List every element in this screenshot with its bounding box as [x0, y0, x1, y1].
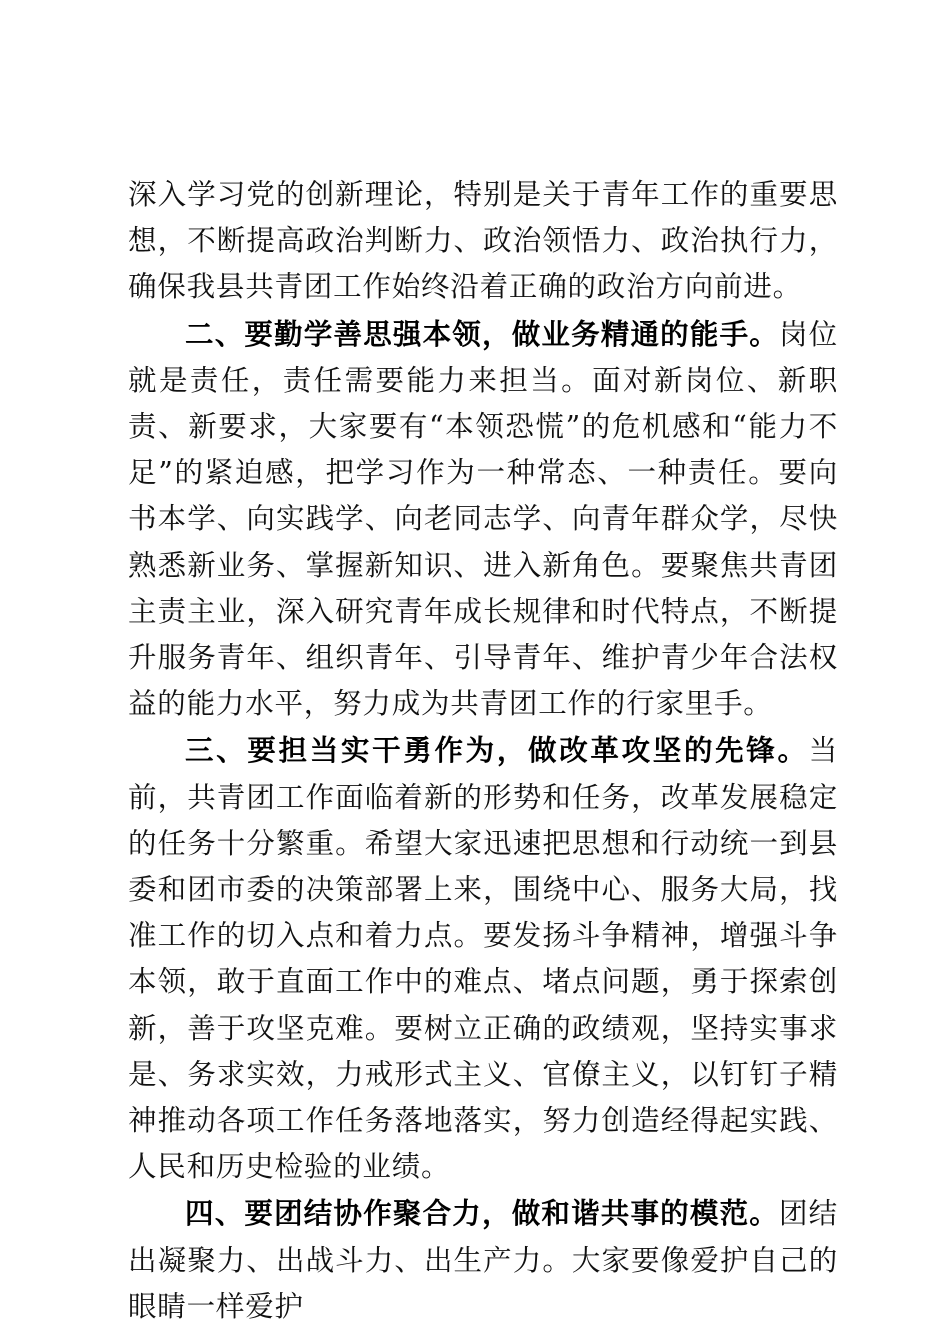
- paragraph-text: 团结出凝聚力、出战斗力、出生产力。大家要像爱护自己的眼睛一样爱护: [128, 1197, 838, 1323]
- section-heading: 四、要团结协作聚合力，做和谐共事的模范。: [185, 1196, 779, 1231]
- paragraph-section-2: [128, 311, 838, 728]
- paragraph-text: 岗位就是责任，责任需要能力来担当。面对新岗位、新职责、新要求，大家要有“本领恐慌”的危机感和“能力不足”的紧迫感，把学习作为一种常态、一种责任。要向书本学、向实践学、向老同志学、向青年群众学，尽快熟悉新业务、掌握新知识、进入新角色。要聚焦共青团主责主业，深入研究青年成长规律和时代特点，不断提升服务青年、组织青年、引导青年、维护青少年合法权益的能力水平，努力成为共青团工作的行家里手。: [128, 317, 838, 721]
- paragraph-continuation: [128, 172, 838, 311]
- paragraph-section-4: [128, 1190, 838, 1330]
- paragraph-text: 深入学习党的创新理论，特别是关于青年工作的重要思想，不断提高政治判断力、政治领悟力、政治执行力，确保我县共青团工作始终沿着正确的政治方向前进。: [128, 178, 838, 304]
- paragraph-text: 当前，共青团工作面临着新的形势和任务，改革发展稳定的任务十分繁重。希望大家迅速把思想和行动统一到县委和团市委的决策部署上来，围绕中心、服务大局，找准工作的切入点和着力点。要发扬斗争精神，增强斗争本领，敢于直面工作中的难点、堵点问题，勇于探索创新，善于攻坚克难。要树立正确的政绩观，坚持实事求是、务求实效，力戒形式主义、官僚主义，以钉钉子精神推动各项工作任务落地落实，努力创造经得起实践、人民和历史检验的业绩。: [128, 734, 838, 1184]
- section-heading: 二、要勤学善思强本领，做业务精通的能手。: [185, 316, 779, 351]
- document-body: [128, 172, 838, 1330]
- paragraph-section-3: [128, 727, 838, 1190]
- section-heading: 三、要担当实干勇作为，做改革攻坚的先锋。: [185, 733, 809, 768]
